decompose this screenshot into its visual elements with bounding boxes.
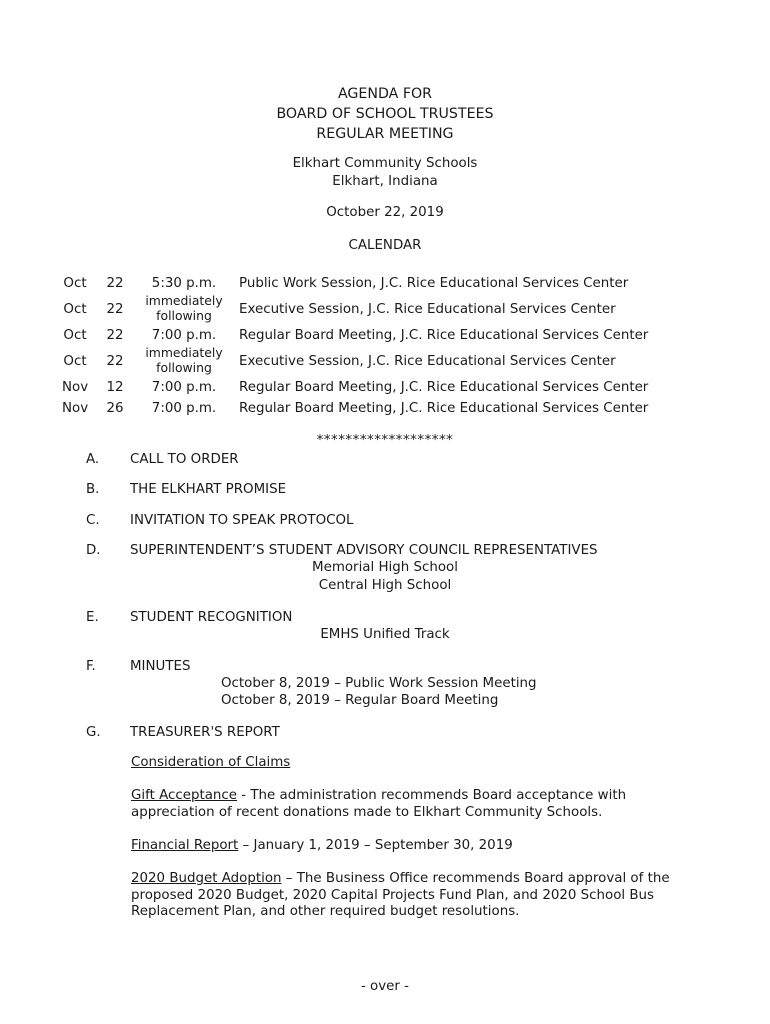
financial-report-paragraph xyxy=(131,838,671,855)
calendar-time: 7:00 p.m. xyxy=(151,328,217,343)
calendar-day: 26 xyxy=(106,401,124,416)
title-line-2: BOARD OF SCHOOL TRUSTEES xyxy=(276,106,494,122)
calendar-row xyxy=(0,378,770,398)
calendar-row xyxy=(0,345,770,375)
item-title: SUPERINTENDENT’S STUDENT ADVISORY COUNCIL REPRESENTATIVES xyxy=(130,543,598,558)
gift-acceptance-paragraph xyxy=(131,788,671,821)
item-title: THE ELKHART PROMISE xyxy=(130,482,287,497)
budget-adoption-text: – The Business Office recommends Board approval of the proposed 2020 Budget, 2020 Capital Projects Fund Plan, and 2020 School Bus Replacement Plan, and other required budget resolutions. xyxy=(131,871,670,919)
calendar-month: Oct xyxy=(63,354,87,369)
title-line-3: REGULAR MEETING xyxy=(316,126,454,142)
item-title: TREASURER'S REPORT xyxy=(130,725,280,740)
time-line-2: following xyxy=(156,308,212,323)
time-line-2: following xyxy=(156,360,212,375)
calendar-day: 22 xyxy=(106,354,124,369)
recognition-name: EMHS Unified Track xyxy=(320,627,450,642)
calendar-time: 5:30 p.m. xyxy=(151,276,217,291)
calendar-row xyxy=(0,293,770,323)
calendar-month: Nov xyxy=(62,380,89,395)
calendar-day: 22 xyxy=(106,302,124,317)
budget-adoption-label: 2020 Budget Adoption xyxy=(131,871,282,886)
calendar-day: 22 xyxy=(106,276,124,291)
title-line-1: AGENDA FOR xyxy=(337,86,433,102)
calendar-description: Regular Board Meeting, J.C. Rice Educational Services Center xyxy=(239,328,649,343)
calendar-row xyxy=(0,326,770,346)
calendar-month: Oct xyxy=(63,328,87,343)
section-divider: ******************* xyxy=(316,433,454,448)
organization-name: Elkhart Community Schools xyxy=(292,156,478,171)
calendar-time: 7:00 p.m. xyxy=(151,401,217,416)
time-line-1: immediately xyxy=(145,293,223,308)
item-letter: A. xyxy=(86,452,100,467)
calendar-month: Nov xyxy=(62,401,89,416)
item-title: STUDENT RECOGNITION xyxy=(130,610,293,625)
school-name: Memorial High School xyxy=(312,560,458,575)
item-letter: B. xyxy=(86,482,100,497)
minutes-entry: October 8, 2019 – Regular Board Meeting xyxy=(221,693,499,708)
calendar-day: 22 xyxy=(106,328,124,343)
calendar-description: Executive Session, J.C. Rice Educational Services Center xyxy=(239,354,616,369)
organization-city: Elkhart, Indiana xyxy=(332,174,438,189)
gift-acceptance-label: Gift Acceptance xyxy=(131,788,238,803)
calendar-description: Regular Board Meeting, J.C. Rice Educational Services Center xyxy=(239,401,649,416)
calendar-row xyxy=(0,399,770,419)
item-title: INVITATION TO SPEAK PROTOCOL xyxy=(130,513,354,528)
calendar-description: Executive Session, J.C. Rice Educational Services Center xyxy=(239,302,616,317)
school-name: Central High School xyxy=(318,578,452,593)
calendar-heading: CALENDAR xyxy=(348,238,422,253)
claims-heading: Consideration of Claims xyxy=(131,755,291,770)
item-letter: F. xyxy=(86,659,96,674)
item-letter: D. xyxy=(86,543,101,558)
meeting-date: October 22, 2019 xyxy=(326,205,444,220)
item-letter: C. xyxy=(86,513,100,528)
gift-acceptance-text: - The administration recommends Board acceptance with appreciation of recent donations made to Elkhart Community Schools. xyxy=(131,788,627,820)
calendar-month: Oct xyxy=(63,302,87,317)
calendar-time: 7:00 p.m. xyxy=(151,380,217,395)
financial-report-text: – January 1, 2019 – September 30, 2019 xyxy=(238,838,513,853)
financial-report-label: Financial Report xyxy=(131,838,239,853)
calendar-description: Regular Board Meeting, J.C. Rice Educational Services Center xyxy=(239,380,649,395)
calendar-month: Oct xyxy=(63,276,87,291)
calendar-time xyxy=(138,345,230,375)
organization-block xyxy=(0,155,770,191)
item-title: MINUTES xyxy=(130,659,191,674)
item-letter: E. xyxy=(86,610,99,625)
calendar-time xyxy=(138,293,230,323)
page-footer: - over - xyxy=(360,979,410,994)
item-title: CALL TO ORDER xyxy=(130,452,239,467)
calendar-day: 12 xyxy=(106,380,124,395)
item-letter: G. xyxy=(86,725,101,740)
agenda-title xyxy=(0,84,770,144)
time-line-1: immediately xyxy=(145,345,223,360)
calendar-row xyxy=(0,274,770,294)
calendar-description: Public Work Session, J.C. Rice Educational Services Center xyxy=(239,276,629,291)
budget-adoption-paragraph xyxy=(131,871,671,921)
minutes-entry: October 8, 2019 – Public Work Session Meeting xyxy=(221,676,537,691)
